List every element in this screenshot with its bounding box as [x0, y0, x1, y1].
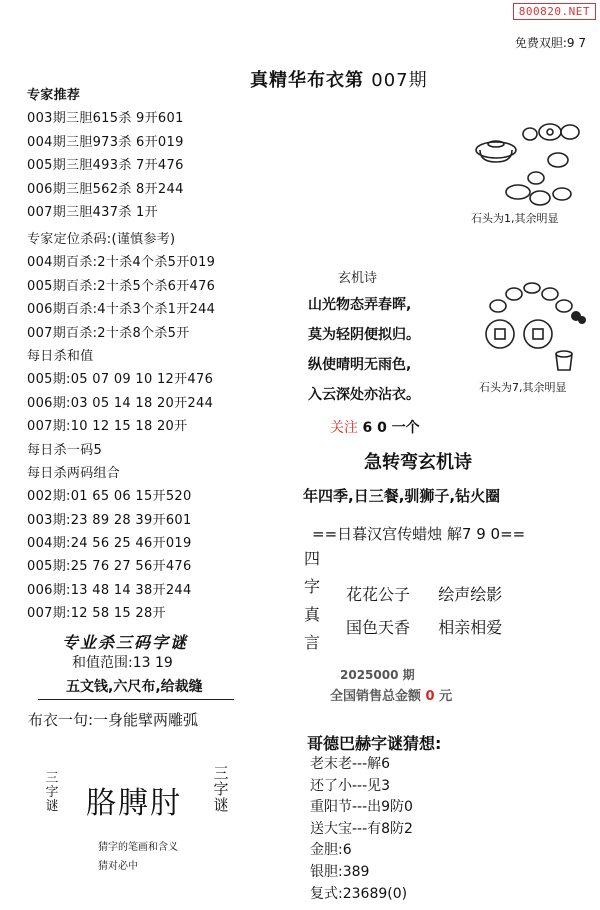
list-item: 006期百杀:4十杀3个杀1开244 [27, 302, 216, 318]
idiom-vertical-char: 四 [304, 549, 321, 568]
list-item: 送大宝---有8防2 [310, 820, 413, 837]
poem-line: 入云深处亦沾衣。 [308, 387, 420, 403]
poem-heading: 玄机诗 [338, 271, 378, 286]
poem-follow [330, 417, 420, 437]
idiom-vertical [304, 545, 324, 657]
page-title [250, 66, 428, 92]
riddle-hint-1: 猜字的笔画和含义 [98, 842, 178, 853]
sales-amount: 0 [425, 689, 435, 704]
turn-line-2: ==日暮汉宫传蜡烛 解7 9 0== [312, 525, 526, 543]
site-badge: 800820.NET [513, 3, 596, 20]
goethe-list [310, 754, 413, 905]
idiom: 花花公子 [346, 585, 411, 604]
sales-total [330, 685, 452, 704]
sales-label: 全国销售总金额 [330, 689, 422, 704]
list-item: 003期:23 89 28 39开601 [27, 512, 192, 528]
list-item: 007期百杀:2十杀8个杀5开 [27, 325, 190, 341]
idiom: 相亲相爱 [438, 618, 503, 637]
list-item: 004期:24 56 25 46开019 [27, 536, 192, 552]
idiom-row-2 [346, 615, 502, 638]
turn-heading: 急转弯玄机诗 [364, 452, 472, 473]
list-item: 006期:13 48 14 38开244 [27, 582, 192, 598]
list-item: 重阳节---出9防0 [310, 799, 413, 816]
title-issue: 007期 [371, 70, 428, 91]
idiom-row-1 [346, 582, 502, 605]
list-item: 005期:25 76 27 56开476 [27, 559, 192, 575]
riddle-main: 胳膊肘 [86, 786, 182, 821]
sales-issue: 2025000 期 [340, 668, 415, 682]
idiom: 国色天香 [346, 618, 411, 637]
expert-section [27, 84, 184, 224]
idiom: 绘声绘影 [438, 585, 503, 604]
riddle-hint-2: 猜对必中 [98, 861, 138, 872]
poem-follow-value: 6 0 一个 [362, 420, 420, 436]
list-item: 006期三胆562杀 8开244 [27, 181, 184, 197]
stones-caption-2: 石头为7,其余明显 [479, 381, 567, 394]
poem-line: 山光物态弄春晖, [308, 297, 412, 313]
list-item: 金胆:6 [310, 842, 352, 859]
poem-line: 纵使晴明无雨色, [308, 357, 412, 373]
stones-drawing-1 [468, 120, 588, 212]
riddle-left-label: 三字谜 [45, 771, 59, 814]
idiom-vertical-char: 真 [304, 605, 321, 624]
list-item: 复式:23689(0) [310, 885, 408, 902]
turn-line-1: 年四季,日三餐,驯狮子,钻火圈 [303, 487, 501, 505]
idiom-vertical-char: 言 [304, 633, 321, 652]
list-item: 003期三胆615杀 9开601 [27, 111, 184, 127]
stones-drawing-2 [476, 282, 592, 378]
poem-block [308, 268, 420, 410]
buyi-line: 布衣一句:一身能擘两雕弧 [28, 711, 199, 729]
expert-heading: 专家推荐 [27, 88, 81, 103]
list-item: 005期:05 07 09 10 12开476 [27, 372, 214, 388]
list-item: 005期百杀:2十杀5个杀6开476 [27, 278, 216, 294]
poem-follow-label: 关注 [330, 420, 358, 436]
list-item: 002期:01 65 06 15开520 [27, 489, 192, 505]
position-kill-section [27, 228, 215, 626]
three-riddle-range: 和值范围:13 19 [72, 655, 173, 671]
title-main: 真精华布衣第 [250, 70, 364, 91]
list-item: 007期三胆437杀 1开 [27, 204, 158, 220]
goethe-heading: 哥德巴赫字谜猜想: [307, 734, 442, 753]
list-item: 老末老---解6 [310, 756, 391, 772]
riddle-right-label: 三字谜 [213, 764, 229, 814]
sales-unit: 元 [439, 689, 453, 704]
three-riddle-phrase: 五文钱,六尺布,给裁缝 [38, 676, 234, 700]
list-item: 007期:10 12 15 18 20开 [27, 419, 188, 435]
list-item: 004期三胆973杀 6开019 [27, 134, 184, 150]
poem-line: 莫为轻阴便拟归。 [308, 327, 420, 343]
list-item: 银胆:389 [310, 863, 370, 880]
position-kill-heading: 专家定位杀码:(谨慎参考) [27, 232, 176, 247]
daily-kill-one: 每日杀一码5 [27, 442, 103, 458]
stones-caption-1: 石头为1,其余明显 [471, 212, 559, 225]
three-riddle-heading: 专业杀三码字谜 [62, 633, 189, 652]
list-item: 005期三胆493杀 7开476 [27, 158, 184, 174]
idiom-vertical-char: 字 [304, 577, 321, 596]
two-combo-heading: 每日杀两码组合 [27, 465, 121, 481]
list-item: 还了小---见3 [310, 777, 391, 794]
list-item: 006期:03 05 14 18 20开244 [27, 395, 214, 411]
list-item: 007期:12 58 15 28开 [27, 606, 166, 622]
free-double-text: 免费双胆:9 7 [514, 36, 586, 50]
list-item: 004期百杀:2十杀4个杀5开019 [27, 255, 216, 271]
sum-kill-heading: 每日杀和值 [27, 348, 94, 364]
